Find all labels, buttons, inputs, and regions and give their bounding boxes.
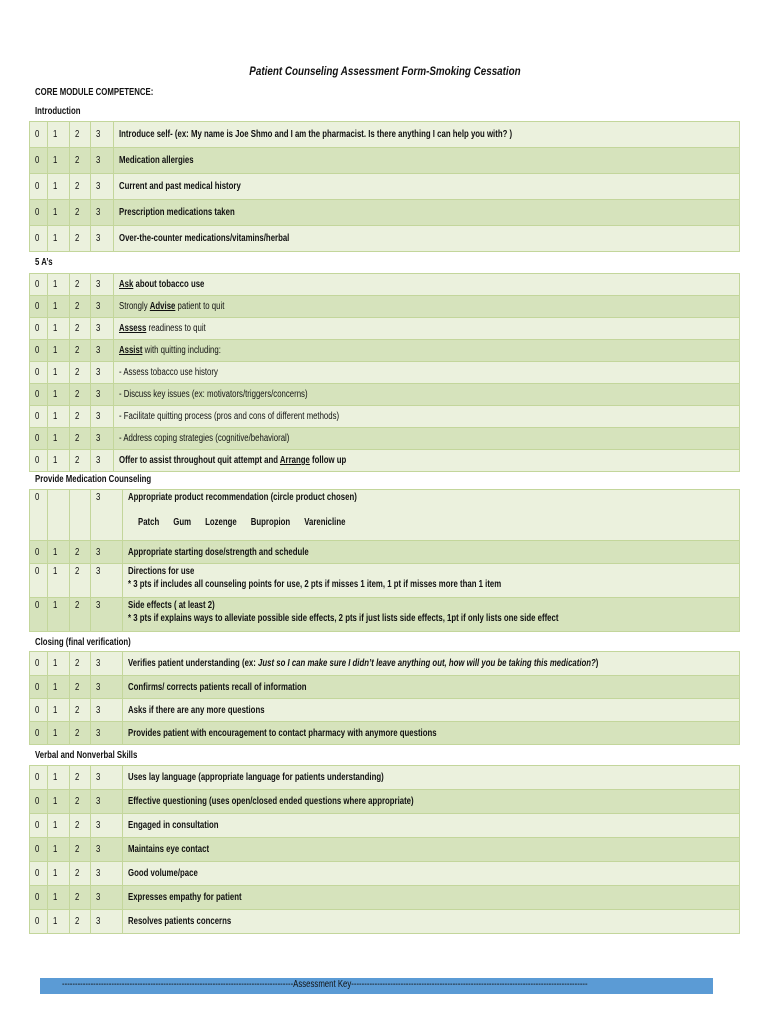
item-label: Asks if there are any more questions — [123, 699, 740, 722]
score-3[interactable]: 3 — [91, 226, 114, 252]
score-1[interactable]: 1 — [48, 838, 70, 862]
table-row — [30, 384, 740, 406]
medication-counseling-table — [29, 489, 740, 632]
table-row — [30, 174, 740, 200]
item-label: Current and past medical history — [114, 174, 740, 200]
score-2[interactable]: 2 — [70, 910, 91, 934]
product-options — [138, 517, 359, 528]
score-2[interactable]: 2 — [70, 406, 91, 428]
item-label: Resolves patients concerns — [123, 910, 740, 934]
introduction-table — [29, 121, 740, 252]
item-label: Appropriate starting dose/strength and schedule — [123, 541, 740, 564]
table-row — [30, 450, 740, 472]
score-2[interactable]: 2 — [70, 318, 91, 340]
item-label: Provides patient with encouragement to contact pharmacy with anymore questions — [123, 722, 740, 745]
score-2[interactable]: 2 — [70, 699, 91, 722]
item-label: Strongly Advise patient to quit — [114, 296, 740, 318]
score-1[interactable]: 1 — [48, 226, 70, 252]
score-1[interactable]: 1 — [48, 318, 70, 340]
product-bupropion[interactable]: Bupropion — [250, 517, 291, 528]
score-0[interactable]: 0 — [30, 541, 48, 564]
item-label: Confirms/ corrects patients recall of information — [123, 676, 740, 699]
item-label: - Discuss key issues (ex: motivators/triggers/concerns) — [114, 384, 740, 406]
score-2[interactable]: 2 — [70, 174, 91, 200]
score-0[interactable]: 0 — [30, 722, 48, 745]
score-1[interactable]: 1 — [48, 541, 70, 564]
score-0[interactable]: 0 — [30, 652, 48, 676]
product-patch[interactable]: Patch — [138, 517, 160, 528]
score-3[interactable]: 3 — [91, 148, 114, 174]
score-1[interactable]: 1 — [48, 122, 70, 148]
score-0[interactable]: 0 — [30, 362, 48, 384]
score-0[interactable]: 0 — [30, 790, 48, 814]
score-2[interactable]: 2 — [70, 676, 91, 699]
table-row — [30, 541, 740, 564]
score-0[interactable]: 0 — [30, 699, 48, 722]
score-2[interactable]: 2 — [70, 340, 91, 362]
score-0[interactable]: 0 — [30, 148, 48, 174]
score-3[interactable]: 3 — [91, 122, 114, 148]
item-label: Uses lay language (appropriate language for patients understanding) — [123, 766, 740, 790]
score-0[interactable]: 0 — [30, 564, 48, 598]
section-label-closing: Closing (final verification) — [35, 637, 131, 648]
score-1[interactable]: 1 — [48, 722, 70, 745]
item-label: Verifies patient understanding (ex: Just so I can make sure I didn’t leave anything out, how will you be taking this medication?) — [123, 652, 740, 676]
item-label: Expresses empathy for patient — [123, 886, 740, 910]
score-0[interactable]: 0 — [30, 838, 48, 862]
item-label: - Facilitate quitting process (pros and cons of different methods) — [114, 406, 740, 428]
score-3[interactable]: 3 — [91, 274, 114, 296]
score-0[interactable]: 0 — [30, 406, 48, 428]
score-3[interactable]: 3 — [91, 428, 114, 450]
product-gum[interactable]: Gum — [173, 517, 192, 528]
score-2[interactable]: 2 — [70, 766, 91, 790]
table-row — [30, 814, 740, 838]
item-label: Over-the-counter medications/vitamins/herbal — [114, 226, 740, 252]
table-row — [30, 296, 740, 318]
score-2[interactable]: 2 — [70, 838, 91, 862]
score-1[interactable]: 1 — [48, 340, 70, 362]
score-1[interactable]: 1 — [48, 652, 70, 676]
score-0[interactable]: 0 — [30, 450, 48, 472]
table-row — [30, 790, 740, 814]
score-3[interactable]: 3 — [91, 652, 123, 676]
score-0[interactable]: 0 — [30, 384, 48, 406]
item-label: Offer to assist throughout quit attempt and Arrange follow up — [114, 450, 740, 472]
table-row — [30, 226, 740, 252]
score-1[interactable]: 1 — [48, 564, 70, 598]
score-0[interactable]: 0 — [30, 296, 48, 318]
score-0[interactable]: 0 — [30, 200, 48, 226]
core-module-label: CORE MODULE COMPETENCE: — [35, 87, 154, 98]
score-2[interactable]: 2 — [70, 122, 91, 148]
score-3[interactable]: 3 — [91, 886, 123, 910]
score-3[interactable]: 3 — [91, 598, 123, 632]
score-2[interactable]: 2 — [70, 814, 91, 838]
score-0[interactable]: 0 — [30, 676, 48, 699]
score-1[interactable]: 1 — [48, 598, 70, 632]
score-0[interactable]: 0 — [30, 814, 48, 838]
table-row — [30, 406, 740, 428]
score-3[interactable]: 3 — [91, 790, 123, 814]
score-2[interactable]: 2 — [70, 862, 91, 886]
item-label: Maintains eye contact — [123, 838, 740, 862]
score-1[interactable]: 1 — [48, 862, 70, 886]
table-row — [30, 598, 740, 632]
score-0[interactable]: 0 — [30, 428, 48, 450]
verbal-skills-table — [29, 765, 740, 934]
score-1[interactable]: 1 — [48, 766, 70, 790]
score-3[interactable]: 3 — [91, 318, 114, 340]
product-varenicline[interactable]: Varenicline — [304, 517, 346, 528]
score-3[interactable]: 3 — [91, 406, 114, 428]
score-3[interactable]: 3 — [91, 862, 123, 886]
score-3[interactable]: 3 — [91, 541, 123, 564]
score-1[interactable]: 1 — [48, 790, 70, 814]
score-2[interactable]: 2 — [70, 428, 91, 450]
section-label-medication-counseling: Provide Medication Counseling — [35, 474, 152, 485]
score-0[interactable]: 0 — [30, 910, 48, 934]
table-row — [30, 318, 740, 340]
score-1[interactable]: 1 — [48, 174, 70, 200]
score-3[interactable]: 3 — [91, 814, 123, 838]
score-1[interactable]: 1 — [48, 200, 70, 226]
item-label: Prescription medications taken — [114, 200, 740, 226]
score-2[interactable]: 2 — [70, 886, 91, 910]
section-label-5as: 5 A’s — [35, 257, 53, 268]
score-1[interactable]: 1 — [48, 886, 70, 910]
score-3[interactable]: 3 — [91, 910, 123, 934]
score-2[interactable]: 2 — [70, 450, 91, 472]
table-row — [30, 428, 740, 450]
item-label: Assess readiness to quit — [114, 318, 740, 340]
score-1[interactable]: 1 — [48, 699, 70, 722]
score-1[interactable]: 1 — [48, 296, 70, 318]
score-0[interactable]: 0 — [30, 274, 48, 296]
table-row — [30, 722, 740, 745]
score-2[interactable]: 2 — [70, 598, 91, 632]
score-2[interactable]: 2 — [70, 148, 91, 174]
score-2[interactable]: 2 — [70, 652, 91, 676]
assessment-key-bar — [40, 978, 713, 994]
score-2[interactable]: 2 — [70, 384, 91, 406]
table-row — [30, 886, 740, 910]
score-3[interactable]: 3 — [91, 699, 123, 722]
item-label: - Address coping strategies (cognitive/behavioral) — [114, 428, 740, 450]
section-label-verbal: Verbal and Nonverbal Skills — [35, 750, 138, 761]
score-2[interactable]: 2 — [70, 362, 91, 384]
score-0[interactable]: 0 — [30, 886, 48, 910]
five-as-table — [29, 273, 740, 472]
score-2[interactable]: 2 — [70, 200, 91, 226]
score-1[interactable]: 1 — [48, 814, 70, 838]
score-1[interactable]: 1 — [48, 676, 70, 699]
table-row — [30, 122, 740, 148]
score-1[interactable]: 1 — [48, 406, 70, 428]
score-3[interactable]: 3 — [91, 722, 123, 745]
item-label: Medication allergies — [114, 148, 740, 174]
score-0[interactable]: 0 — [30, 340, 48, 362]
table-row — [30, 676, 740, 699]
score-1[interactable]: 1 — [48, 428, 70, 450]
score-2[interactable]: 2 — [70, 790, 91, 814]
item-label: - Assess tobacco use history — [114, 362, 740, 384]
table-row — [30, 910, 740, 934]
table-row — [30, 200, 740, 226]
score-0[interactable]: 0 — [30, 766, 48, 790]
table-row — [30, 490, 740, 541]
score-1[interactable]: 1 — [48, 384, 70, 406]
score-3[interactable]: 3 — [91, 296, 114, 318]
item-label: Introduce self- (ex: My name is Joe Shmo and I am the pharmacist. Is there anything I can help you with? ) — [114, 122, 740, 148]
score-2[interactable]: 2 — [70, 564, 91, 598]
score-3[interactable]: 3 — [91, 450, 114, 472]
score-3[interactable]: 3 — [91, 174, 114, 200]
item-label: Side effects ( at least 2) * 3 pts if explains ways to alleviate possible side effects, 2 pts if just lists side effects, 1pt if only lists one side effect — [123, 598, 740, 632]
score-0[interactable]: 0 — [30, 598, 48, 632]
score-2[interactable]: 2 — [70, 296, 91, 318]
item-label: Appropriate product recommendation (circle product chosen) Patch Gum Lozenge Bupropion Varenicline — [123, 490, 740, 541]
score-3[interactable]: 3 — [91, 200, 114, 226]
score-0[interactable]: 0 — [30, 122, 48, 148]
assessment-key-label: -----------------------------------------------------------------------------------------Assessment Key------------------------------------------------------------------------------------------- — [62, 979, 588, 990]
score-0[interactable]: 0 — [30, 490, 48, 541]
item-label: Engaged in consultation — [123, 814, 740, 838]
product-lozenge[interactable]: Lozenge — [205, 517, 237, 528]
item-label: Assist with quitting including: — [114, 340, 740, 362]
score-3[interactable]: 3 — [91, 564, 123, 598]
score-0[interactable]: 0 — [30, 862, 48, 886]
table-row — [30, 699, 740, 722]
item-label: Effective questioning (uses open/closed ended questions where appropriate) — [123, 790, 740, 814]
table-row — [30, 838, 740, 862]
item-label: Directions for use * 3 pts if includes all counseling points for use, 2 pts if misses 1 item, 1 pt if misses more than 1 item — [123, 564, 740, 598]
score-3[interactable]: 3 — [91, 490, 123, 541]
item-label: Good volume/pace — [123, 862, 740, 886]
score-3[interactable]: 3 — [91, 362, 114, 384]
score-2[interactable]: 2 — [70, 226, 91, 252]
score-1[interactable]: 1 — [48, 450, 70, 472]
score-3[interactable]: 3 — [91, 838, 123, 862]
score-3[interactable]: 3 — [91, 340, 114, 362]
table-row — [30, 340, 740, 362]
section-label-introduction: Introduction — [35, 106, 81, 117]
score-0[interactable]: 0 — [30, 318, 48, 340]
score-3[interactable]: 3 — [91, 384, 114, 406]
score-1[interactable]: 1 — [48, 910, 70, 934]
page-title: Patient Counseling Assessment Form-Smoking Cessation — [249, 64, 521, 78]
score-1[interactable]: 1 — [48, 274, 70, 296]
score-2[interactable]: 2 — [70, 541, 91, 564]
item-label: Ask about tobacco use — [114, 274, 740, 296]
score-2[interactable]: 2 — [70, 722, 91, 745]
table-row — [30, 362, 740, 384]
table-row — [30, 766, 740, 790]
score-1[interactable]: 1 — [48, 362, 70, 384]
score-1[interactable]: 1 — [48, 148, 70, 174]
table-row — [30, 862, 740, 886]
score-3[interactable]: 3 — [91, 766, 123, 790]
score-0[interactable]: 0 — [30, 174, 48, 200]
score-3[interactable]: 3 — [91, 676, 123, 699]
score-0[interactable]: 0 — [30, 226, 48, 252]
table-row — [30, 274, 740, 296]
table-row — [30, 148, 740, 174]
score-2[interactable]: 2 — [70, 274, 91, 296]
closing-table — [29, 651, 740, 745]
table-row — [30, 564, 740, 598]
table-row — [30, 652, 740, 676]
